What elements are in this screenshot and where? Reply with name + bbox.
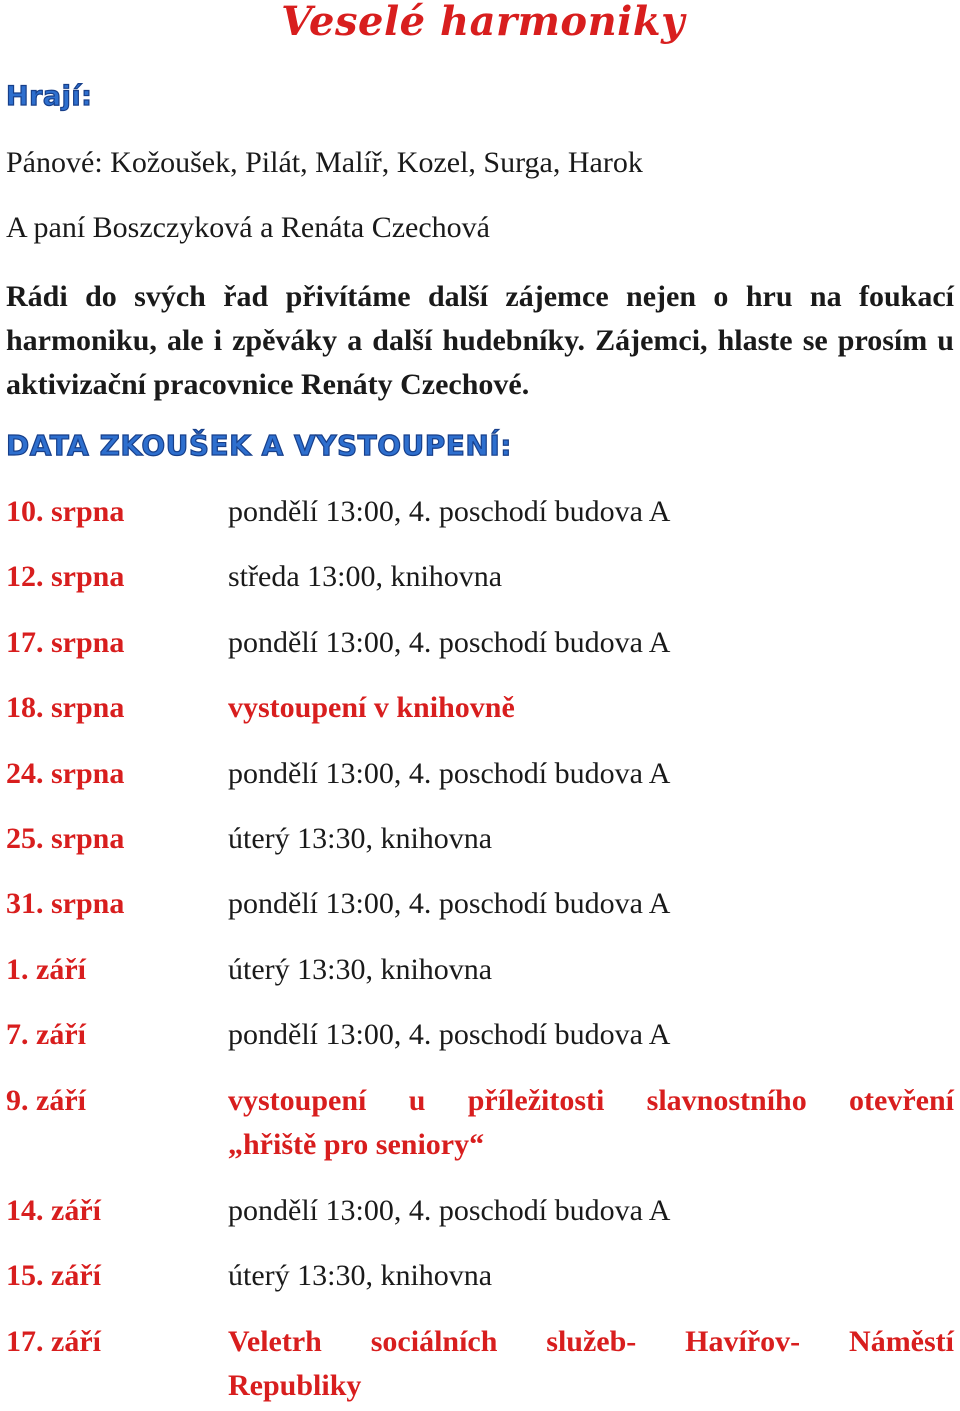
schedule-info: úterý 13:30, knihovna <box>228 822 493 855</box>
schedule-info: pondělí 13:00, 4. poschodí budova A <box>228 757 671 790</box>
schedule-info: středa 13:00, knihovna <box>228 560 503 593</box>
schedule-date: 18. srpna <box>6 691 125 724</box>
schedule-date: 15. září <box>6 1259 101 1292</box>
players-heading: Hrají: <box>6 81 93 112</box>
schedule-date: 1. září <box>6 953 86 986</box>
schedule-event <box>228 1320 954 1408</box>
schedule-date: 31. srpna <box>6 887 125 920</box>
schedule-info: pondělí 13:00, 4. poschodí budova A <box>228 887 671 920</box>
schedule-event-line: Republiky <box>228 1369 362 1402</box>
schedule-event-line: „hřiště pro seniory“ <box>228 1128 485 1161</box>
document-title <box>0 0 960 44</box>
schedule-info: pondělí 13:00, 4. poschodí budova A <box>228 495 671 528</box>
schedule-event: vystoupení v knihovně <box>228 691 515 724</box>
schedule-date: 14. září <box>6 1194 101 1227</box>
invitation-paragraph: Rádi do svých řad přivítáme další zájemce nejen o hru na foukací harmoniku, ale i zpěváky a další hudebníky. Zájemci, hlaste se prosím u aktivizační pracovnice Renáty Czechové. <box>6 280 954 401</box>
schedule-heading: DATA ZKOUŠEK A VYSTOUPENÍ: <box>6 429 512 462</box>
schedule-date: 10. srpna <box>6 495 125 528</box>
players-men: Pánové: Kožoušek, Pilát, Malíř, Kozel, Surga, Harok <box>6 146 643 179</box>
schedule-date: 17. srpna <box>6 626 125 659</box>
schedule-date: 25. srpna <box>6 822 125 855</box>
players-women: A paní Boszczyková a Renáta Czechová <box>6 211 490 244</box>
schedule-date: 12. srpna <box>6 560 125 593</box>
schedule-info: pondělí 13:00, 4. poschodí budova A <box>228 1018 671 1051</box>
schedule-info: pondělí 13:00, 4. poschodí budova A <box>228 626 671 659</box>
schedule-info: úterý 13:30, knihovna <box>228 953 493 986</box>
schedule-date: 24. srpna <box>6 757 125 790</box>
schedule-event <box>228 1079 954 1167</box>
schedule-date: 17. září <box>6 1325 101 1358</box>
schedule-info: úterý 13:30, knihovna <box>228 1259 493 1292</box>
schedule-date: 7. září <box>6 1018 86 1051</box>
schedule-event-line: vystoupení u příležitosti slavnostního otevření <box>228 1084 954 1117</box>
document-title-text: Veselé harmoniky <box>281 0 685 45</box>
schedule-event-line: Veletrh sociálních služeb- Havířov- Náměstí <box>228 1325 954 1358</box>
schedule-info: pondělí 13:00, 4. poschodí budova A <box>228 1194 671 1227</box>
schedule-date: 9. září <box>6 1084 86 1117</box>
